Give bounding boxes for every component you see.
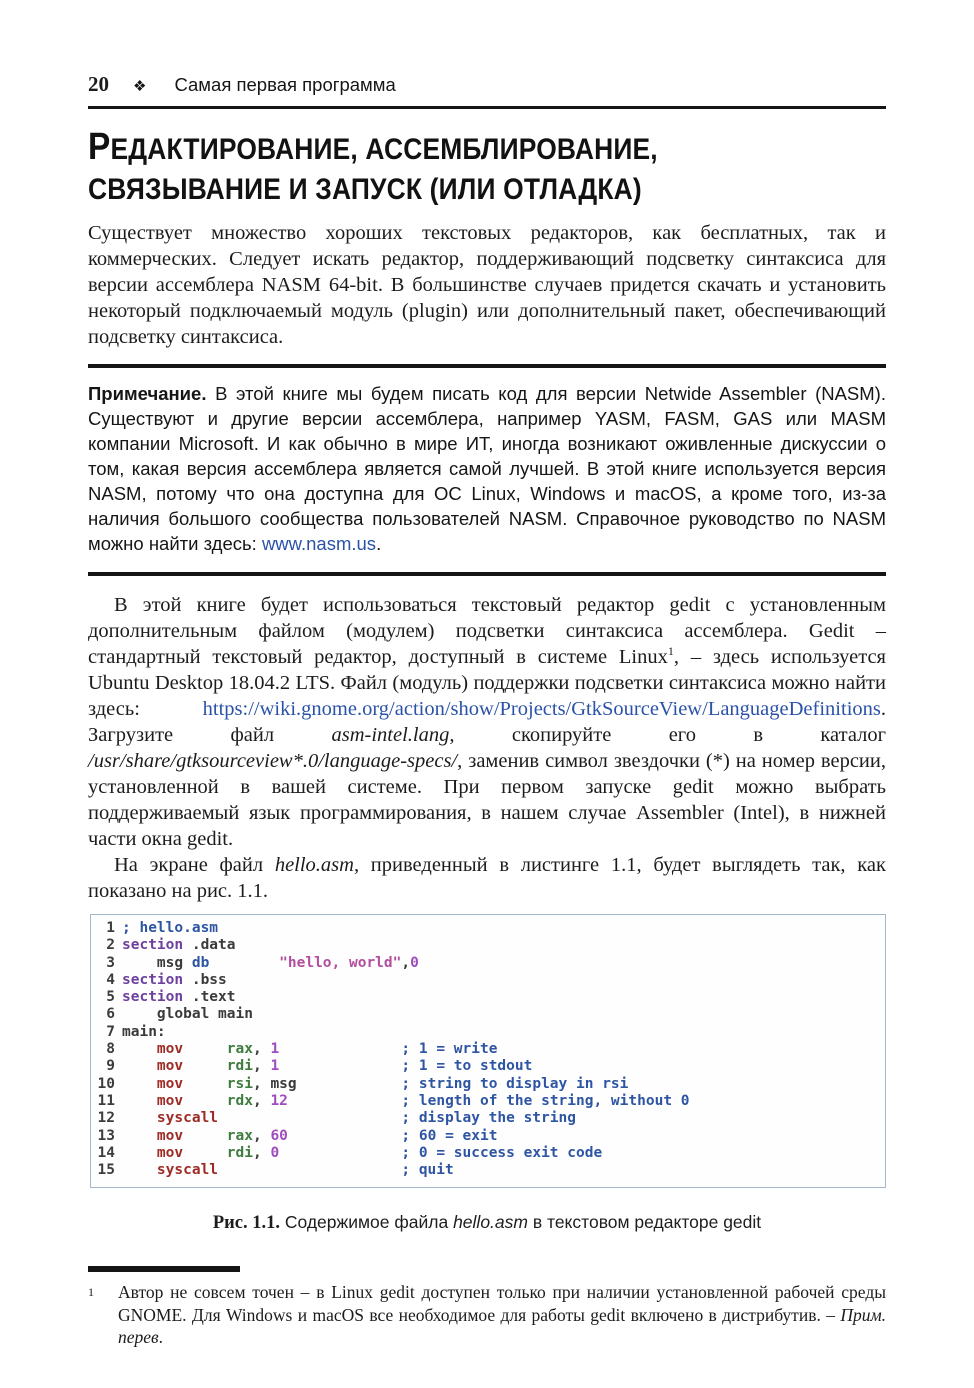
code-token-instruction: mov — [156, 1075, 184, 1092]
line-number: 4 — [106, 971, 115, 988]
link[interactable]: https://wiki.gnome.org/action/show/Projects/GtkSourceView/ — [202, 698, 708, 720]
code-token-keyword: section — [122, 937, 184, 954]
code-token-register: rdx — [226, 1092, 253, 1109]
text-segment: Прим. перев — [118, 1304, 886, 1348]
code-token-number: 60 — [270, 1127, 288, 1144]
code-line — [95, 989, 879, 1006]
code-line — [95, 1076, 879, 1093]
text-segment: Содержимое файла — [280, 1212, 454, 1233]
text-segment: . — [158, 1327, 164, 1348]
code-token-plain: .bss — [183, 971, 227, 988]
code-token-string: "hello, world" — [279, 954, 402, 971]
figure-caption — [88, 1212, 886, 1234]
code-token-register: rdi — [226, 1144, 253, 1161]
footnote-area — [88, 1266, 886, 1349]
line-number: 7 — [106, 1023, 115, 1040]
line-number: 5 — [106, 989, 115, 1006]
text-segment: в текстовом редакторе gedit — [527, 1212, 762, 1233]
code-token-plain: , msg — [252, 1075, 297, 1092]
code-token-plain: main: — [122, 1023, 166, 1040]
code-token-plain: msg — [122, 954, 192, 971]
code-token-register: rdi — [226, 1058, 253, 1075]
code-token-plain — [218, 1162, 401, 1178]
text-segment: , заменив символ звездочки (*) на номер версии, установленной в вашей системе. При первом запуске gedit можно выбрать поддерживаемый язык программирования, в нашем случае Assembler (Intel), в нижней части окна gedit. — [88, 750, 886, 850]
code-token-plain — [122, 1128, 157, 1144]
code-line — [95, 1024, 879, 1041]
code-token-number: 0 — [410, 954, 419, 971]
footnote — [88, 1281, 886, 1349]
code-token-plain — [122, 1110, 157, 1126]
code-token-number: 1 — [270, 1041, 280, 1058]
text-segment: asm-intel.lang — [331, 724, 450, 746]
code-token-plain — [183, 1128, 227, 1144]
code-token-plain — [183, 1076, 227, 1092]
code-line — [95, 955, 879, 972]
running-header — [88, 72, 886, 109]
text-segment: На экране файл — [114, 854, 275, 876]
code-token-keyword: section — [122, 971, 184, 988]
line-number: 14 — [97, 1144, 115, 1161]
code-listing — [90, 914, 886, 1188]
line-number: 2 — [106, 937, 115, 954]
footnote-text — [118, 1281, 886, 1349]
line-number: 12 — [97, 1110, 115, 1127]
note-block — [88, 364, 886, 576]
code-token-plain — [183, 1058, 227, 1074]
code-token-plain — [122, 1041, 157, 1057]
code-token-number: 0 — [270, 1144, 280, 1161]
line-number: 13 — [97, 1127, 115, 1144]
chapter-title: Самая первая программа — [174, 74, 396, 95]
code-token-plain: , — [252, 1058, 271, 1075]
paragraph-screen — [88, 852, 886, 904]
code-token-comment: ; length of the string, without 0 — [401, 1092, 690, 1109]
code-token-instruction: mov — [156, 1127, 184, 1144]
code-token-instruction: syscall — [156, 1162, 219, 1179]
text-segment: , скопируйте его в каталог — [449, 724, 886, 746]
code-line — [95, 1041, 879, 1058]
line-number: 6 — [106, 1006, 115, 1023]
code-line — [95, 1128, 879, 1145]
code-line — [95, 1162, 879, 1179]
code-token-keyword: section — [122, 989, 184, 1006]
code-token-plain — [288, 1128, 402, 1144]
footnote-reference: 1 — [667, 644, 674, 659]
code-token-register: rsi — [226, 1075, 253, 1092]
line-number: 15 — [97, 1162, 115, 1179]
code-token-plain: .data — [183, 937, 236, 954]
code-line — [95, 1110, 879, 1127]
code-line — [95, 972, 879, 989]
paragraph-gedit — [88, 592, 886, 852]
text-segment: hello.asm — [453, 1212, 528, 1233]
link[interactable]: www.nasm.us — [261, 533, 377, 554]
text-segment: hello.asm — [274, 854, 354, 876]
diamond-separator-icon: ❖ — [133, 79, 147, 95]
code-token-plain: , — [252, 1144, 271, 1161]
line-number: 8 — [106, 1041, 115, 1058]
code-token-comment: ; 1 = to stdout — [401, 1058, 533, 1075]
line-number: 10 — [97, 1075, 115, 1092]
line-number: 1 — [106, 920, 115, 936]
code-line — [95, 1145, 879, 1162]
text-segment: В этой книге будет использоваться текстовый редактор gedit с установленным дополнительным файлом (модулем) подсветки синтаксиса ассемблера. Gedit – стандартный текстовый редактор, доступный в системе Linux — [88, 594, 886, 668]
section-heading — [88, 127, 790, 210]
code-token-plain — [279, 1041, 401, 1057]
code-token-plain — [122, 1093, 157, 1109]
text-segment: Рис. 1.1. — [212, 1213, 280, 1234]
code-token-plain — [279, 1145, 401, 1161]
code-line — [95, 1093, 879, 1110]
code-token-plain — [279, 1058, 401, 1074]
text-segment: , – здесь используется Ubuntu Desktop 18.04.2 LTS. Файл (модуль) поддержки подсветки синтаксиса можно найти здесь: — [88, 646, 886, 720]
code-token-comment: ; hello.asm — [122, 920, 219, 936]
code-token-instruction: mov — [156, 1058, 184, 1075]
code-line — [95, 1058, 879, 1075]
code-token-comment: ; display the string — [401, 1110, 576, 1127]
code-line — [95, 937, 879, 954]
code-token-instruction: mov — [156, 1092, 184, 1109]
code-token-plain: , — [252, 1092, 271, 1109]
code-token-plain: , — [252, 1127, 271, 1144]
code-token-number: 1 — [270, 1058, 280, 1075]
code-token-register: rax — [226, 1127, 253, 1144]
code-token-comment: ; 60 = exit — [401, 1127, 498, 1144]
code-token-comment: ; string to display in rsi — [401, 1075, 629, 1092]
text-segment: Автор не совсем точен – в Linux gedit доступен только при наличии установленной рабочей среды GNOME. Для Windows и macOS все необходимое для работы gedit включено в дистрибутив. – — [118, 1282, 886, 1325]
code-token-plain — [218, 1110, 401, 1126]
text-segment: . Загрузите файл — [88, 698, 886, 746]
code-token-instruction: mov — [156, 1144, 184, 1161]
code-token-plain — [122, 1162, 157, 1178]
code-token-plain — [209, 955, 279, 971]
line-number: 11 — [97, 1092, 115, 1109]
paragraph-intro — [88, 220, 886, 350]
code-token-plain — [297, 1076, 402, 1092]
code-token-plain: , — [252, 1041, 271, 1058]
code-token-plain — [183, 1145, 227, 1161]
code-token-comment: ; 0 = success exit code — [401, 1144, 603, 1161]
section-heading-line1: РЕДАКТИРОВАНИЕ, АССЕМБЛИРОВАНИЕ, — [88, 126, 658, 168]
line-number: 3 — [106, 954, 115, 971]
code-token-plain — [122, 1058, 157, 1074]
text-segment: /usr/share/gtksourceview*.0/language-specs/ — [88, 750, 458, 772]
text-segment: Существует множество хороших текстовых редакторов, как бесплатных, так и коммерческих. Следует искать редактор, поддерживающий подсветку синтаксиса для версии ассемблера NASM 64-bit. В большинстве случаев придется скачать и установить некоторый подключаемый модуль (plugin) или дополнительный пакет, обеспечивающий подсветку синтаксиса. — [88, 222, 886, 348]
code-token-plain — [183, 1041, 227, 1057]
line-number: 9 — [106, 1058, 115, 1075]
footnote-separator — [88, 1266, 240, 1272]
code-token-plain — [122, 1076, 157, 1092]
code-token-instruction: syscall — [156, 1110, 219, 1127]
code-line — [95, 1006, 879, 1023]
code-token-type: db — [191, 954, 210, 971]
code-token-instruction: mov — [156, 1041, 184, 1058]
code-token-comment: ; quit — [401, 1162, 454, 1179]
text-segment: В этой книге мы будем писать код для версии Netwide Assembler (NASM). Существуют и другие версии ассемблера, например YASM, FASM, GAS или MASM компании Microsoft. И как обычно в мире ИТ, иногда возникают оживленные дискуссии о том, какая версия ассемблера является самой лучшей. В этой книге используется версия NASM, потому что она доступна для ОС Linux, Windows и macOS, а кроме того, из-за наличия большого сообщества пользователей NASM. Справочное руководство по NASM можно найти здесь: — [88, 383, 886, 554]
footnote-marker: 1 — [88, 1285, 94, 1300]
code-token-number: 12 — [270, 1092, 288, 1109]
code-token-plain: .text — [183, 989, 236, 1006]
link[interactable]: LanguageDefinitions — [707, 698, 881, 720]
code-token-plain — [288, 1093, 402, 1109]
section-heading-line2: СВЯЗЫВАНИЕ И ЗАПУСК (ИЛИ ОТЛАДКА) — [88, 173, 642, 206]
code-token-plain — [122, 1145, 157, 1161]
text-segment: , приведенный в листинге 1.1, будет выглядеть так, как показано на рис. 1.1. — [88, 854, 886, 902]
text-segment: . — [376, 533, 382, 554]
text-segment: Примечание. — [88, 383, 207, 404]
code-line — [95, 920, 879, 937]
code-token-register: rax — [226, 1041, 253, 1058]
code-token-plain: , — [401, 954, 411, 971]
page-number: 20 — [88, 72, 109, 96]
code-token-plain: global main — [122, 1006, 253, 1023]
code-token-plain — [183, 1093, 227, 1109]
code-token-comment: ; 1 = write — [401, 1041, 498, 1058]
